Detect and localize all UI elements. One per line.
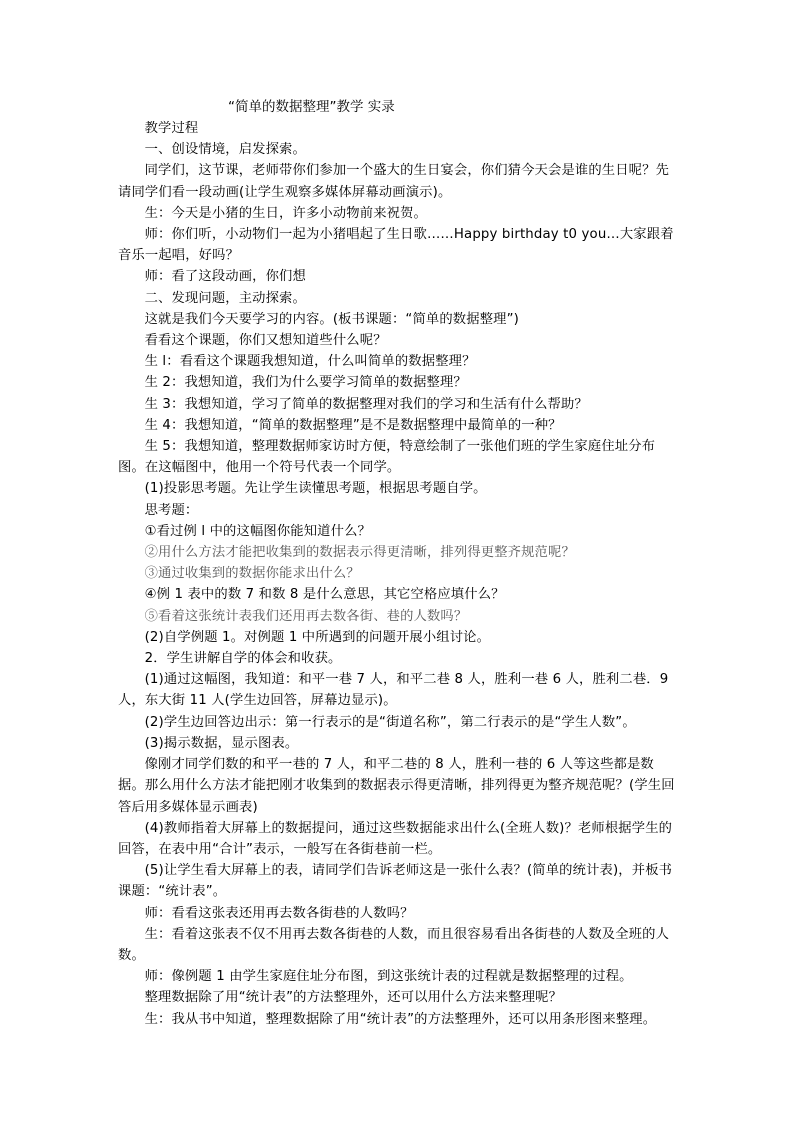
paragraph: 2．学生讲解自学的体会和收获。 xyxy=(144,651,342,667)
question-item: ④例 1 表中的数 7 和数 8 是什么意思，其它空格应填什么？ xyxy=(144,587,505,603)
paragraph: (5)让学生看大屏幕上的表，请同学们告诉老师这是一张什么表？(简单的统计表)，并板书课题：“统计表”。 xyxy=(118,863,673,900)
paragraph: 思考题： xyxy=(144,502,199,518)
question-item: ③通过收集到的数据你能求出什么？ xyxy=(144,566,360,582)
paragraph: (2)自学例题 1。对例题 1 中所遇到的问题开展小组讨论。 xyxy=(144,629,491,645)
paragraph: 同学们，这节课，老师带你们参加一个盛大的生日宴会，你们猜今天会是谁的生日呢？先请同学们看一段动画(让学生观察多媒体屏幕动画演示)。 xyxy=(118,163,670,200)
paragraph: 整理数据除了用“统计表”的方法整理外，还可以用什么方法来整理呢？ xyxy=(144,990,563,1006)
paragraph: 生 5：我想知道，整理数据师家访时方便，特意绘制了一张他们班的学生家庭住址分布图。在这幅图中，他用一个符号代表一个同学。 xyxy=(118,439,656,476)
paragraph: 一、创设情境，启发探索。 xyxy=(144,142,306,158)
paragraph: 教学过程 xyxy=(144,121,199,136)
paragraph: 师：看了这段动画，你们想 xyxy=(144,269,306,285)
paragraph: (1)通过这幅图，我知道：和平一巷 7 人，和平二巷 8 人，胜利一巷 6 人，胜利二巷．9人，东大街 11 人(学生边回答，屏幕边显示)。 xyxy=(118,672,669,709)
paragraph: (4)教师指着大屏幕上的数据提问，通过这些数据能求出什么(全班人数)？老师根据学生的回答，在表中用“合计”表示，一般写在各街巷前一栏。 xyxy=(118,820,673,857)
paragraph: (3)揭示数据，显示图表。 xyxy=(144,735,299,751)
question-item: ①看过例 l 中的这幅图你能知道什么？ xyxy=(144,523,371,539)
document-body xyxy=(118,118,678,1030)
paragraph: 生 l：看看这个课题我想知道，什么叫简单的数据整理？ xyxy=(144,354,476,370)
paragraph: 生 4：我想知道，“简单的数据整理”是不是数据整理中最简单的一种？ xyxy=(144,417,562,433)
paragraph: (1)投影思考题。先让学生读懂思考题，根据思考题自学。 xyxy=(144,481,487,497)
paragraph: 二、发现问题，主动探索。 xyxy=(144,290,306,306)
paragraph: 看看这个课题，你们又想知道些什么呢？ xyxy=(144,333,387,349)
paragraph: 师：你们听，小动物们一起为小猪唱起了生日歌……Happy birthday t0 you…大家跟着音乐一起唱，好吗？ xyxy=(118,227,674,264)
paragraph: 这就是我们今天要学习的内容。(板书课题：“简单的数据整理”) xyxy=(144,311,519,327)
paragraph: (2)学生边回答边出示：第一行表示的是“街道名称”，第二行表示的是“学生人数”。 xyxy=(144,714,636,730)
paragraph: 生 3：我想知道，学习了简单的数据整理对我们的学习和生活有什么帮助？ xyxy=(144,396,588,412)
paragraph: 师：像例题 1 由学生家庭住址分布图，到这张统计表的过程就是数据整理的过程。 xyxy=(144,969,633,985)
question-item: ⑤看着这张统计表我们还用再去数各街、巷的人数吗？ xyxy=(144,608,468,624)
question-item: ②用什么方法才能把收集到的数据表示得更清晰，排列得更整齐规范呢？ xyxy=(144,545,575,561)
paragraph: 师：看看这张表还用再去数各街巷的人数吗？ xyxy=(144,905,414,921)
paragraph: 生 2：我想知道，我们为什么要学习简单的数据整理？ xyxy=(144,375,467,391)
document-title: “简单的数据整理”教学 实录 xyxy=(228,99,395,115)
paragraph: 像刚才同学们数的和平一巷的 7 人，和平二巷的 8 人，胜利一巷的 6 人等这些都是数据。那么用什么方法才能把刚才收集到的数据表示得更清晰，排列得更为整齐规范呢？(学生回答后用多媒体显示画表) xyxy=(118,757,675,815)
paragraph: 生：我从书中知道，整理数据除了用“统计表”的方法整理外，还可以用条形图来整理。 xyxy=(144,1011,657,1027)
paragraph: 生：看着这张表不仅不用再去数各街巷的人数，而且很容易看出各街巷的人数及全班的人数。 xyxy=(118,926,670,963)
paragraph: 生：今天是小猪的生日，许多小动物前来祝贺。 xyxy=(144,205,427,221)
